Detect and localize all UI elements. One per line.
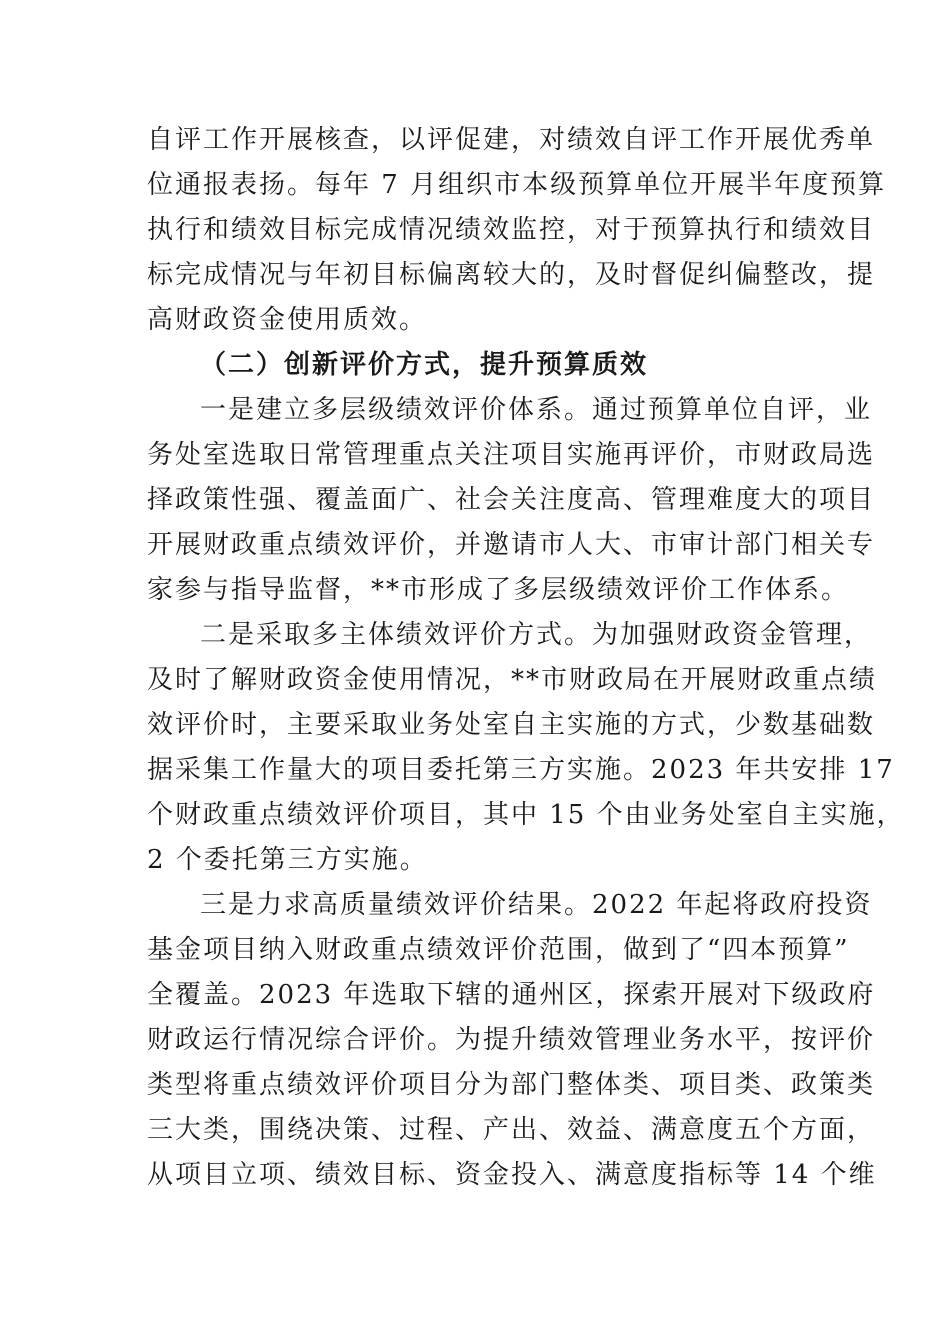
body-text	[147, 118, 905, 1198]
text-line: 基金项目纳入财政重点绩效评价范围，做到了“四本预算”	[147, 935, 850, 965]
text-line: 从项目立项、绩效目标、资金投入、满意度指标等 14 个维	[147, 1160, 877, 1190]
text-line: 类型将重点绩效评价项目分为部门整体类、项目类、政策类	[147, 1070, 876, 1100]
text-line: 效评价时，主要采取业务处室自主实施的方式，少数基础数	[147, 710, 876, 740]
text-line: 自评工作开展核查，以评促建，对绩效自评工作开展优秀单	[147, 125, 876, 155]
text-line: 三大类，围绕决策、过程、产出、效益、满意度五个方面，	[147, 1115, 876, 1145]
text-line: 家参与指导监督，**市形成了多层级绩效评价工作体系。	[147, 575, 850, 605]
text-line: 务处室选取日常管理重点关注项目实施再评价，市财政局选	[147, 440, 876, 470]
text-line: 全覆盖。2023 年选取下辖的通州区，探索开展对下级政府	[147, 980, 876, 1010]
text-line: 个财政重点绩效评价项目，其中 15 个由业务处室自主实施，	[147, 800, 905, 830]
text-line: 择政策性强、覆盖面广、社会关注度高、管理难度大的项目	[147, 485, 876, 515]
paragraph-first-line: 三是力求高质量绩效评价结果。2022 年起将政府投资	[200, 890, 873, 920]
text-line: 位通报表扬。每年 7 月组织市本级预算单位开展半年度预算	[147, 170, 887, 200]
text-line: 及时了解财政资金使用情况，**市财政局在开展财政重点绩	[147, 665, 878, 695]
text-line: 财政运行情况综合评价。为提升绩效管理业务水平，按评价	[147, 1025, 876, 1055]
text-line: 开展财政重点绩效评价，并邀请市人大、市审计部门相关专	[147, 530, 876, 560]
text-line: 2 个委托第三方实施。	[147, 845, 428, 875]
paragraph-first-line: 一是建立多层级绩效评价体系。通过预算单位自评，业	[200, 395, 873, 425]
text-line: 标完成情况与年初目标偏离较大的，及时督促纠偏整改，提	[147, 260, 876, 290]
section-heading: （二）创新评价方式，提升预算质效	[200, 350, 649, 380]
text-line: 高财政资金使用质效。	[147, 305, 428, 335]
text-line: 据采集工作量大的项目委托第三方实施。2023 年共安排 17	[147, 755, 895, 785]
paragraph-first-line: 二是采取多主体绩效评价方式。为加强财政资金管理，	[200, 620, 873, 650]
text-line: 执行和绩效目标完成情况绩效监控，对于预算执行和绩效目	[147, 215, 876, 245]
